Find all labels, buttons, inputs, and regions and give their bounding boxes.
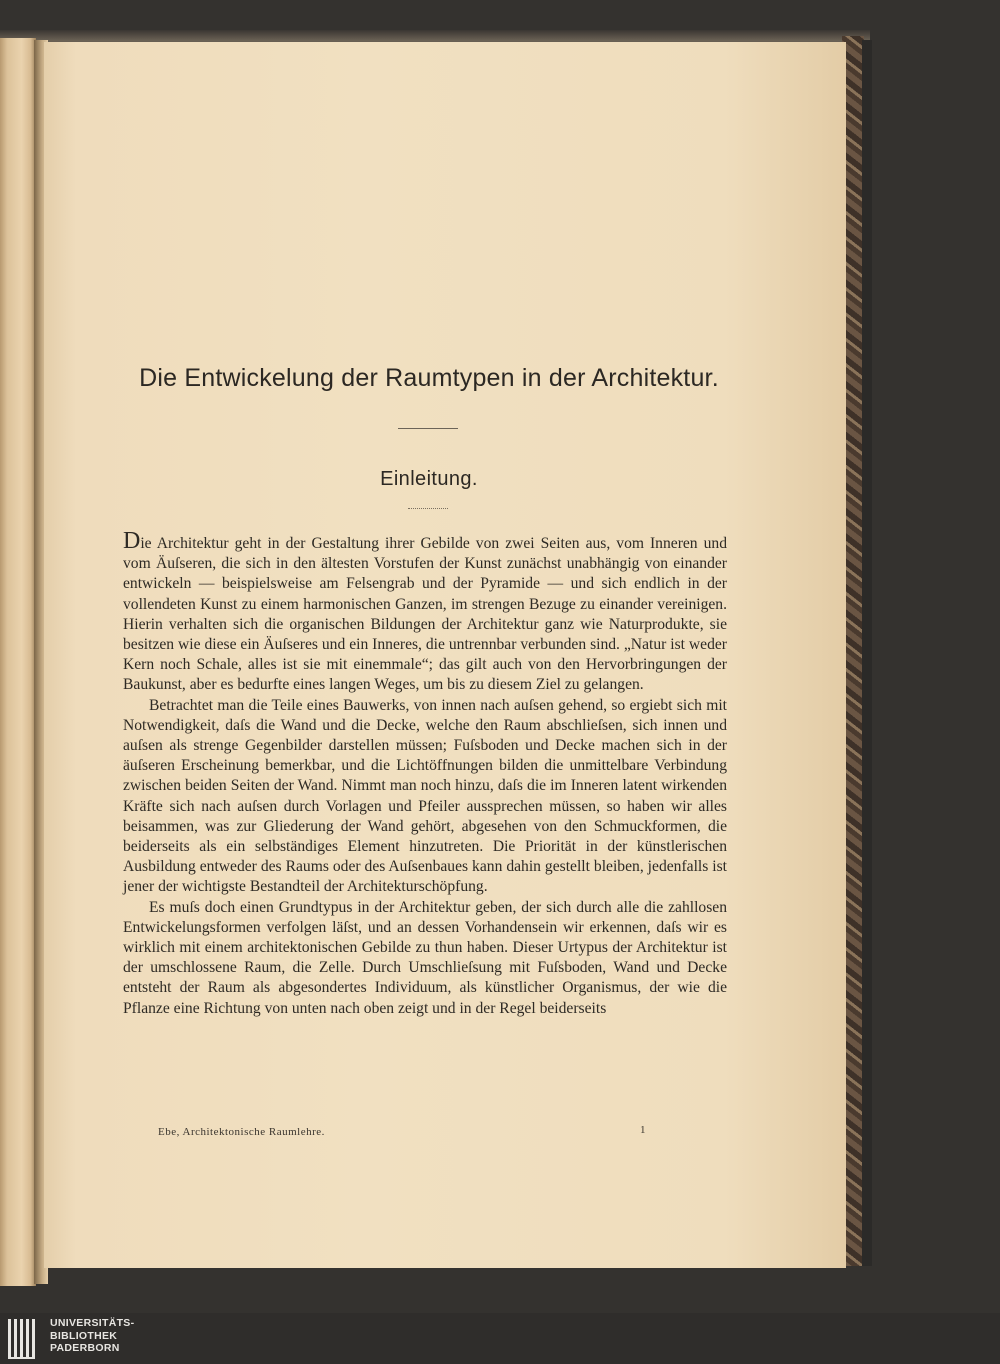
section-ornament <box>408 508 448 511</box>
left-page-edge <box>0 38 36 1286</box>
library-name-line: PADERBORN <box>50 1342 120 1354</box>
section-heading: Einleitung. <box>380 468 478 490</box>
drop-cap: D <box>123 528 141 554</box>
paragraph-text: ie Architektur geht in der Gestaltung ihrer Gebilde von zwei Seiten aus, vom Inneren und vom Äuſseren, die sich in den ältesten Vorstufen der Kunst zunächst unabhängig von einander entwickeln — beispielsweise am Felsengrab und der Pyramide — und sich endlich in der vollendeten Kunst zu einem harmonischen Ganzen, im strengen Bezuge zu einander vereinigen. Hierin verhalten sich die organischen Bildungen der Architektur ganz wie Naturprodukte, sie besitzen wie diese ein Äuſseres und ein Inneres, die untrennbar verbunden sind. „Natur ist weder Kern noch Schale, alles ist sie mit einemmale“; das gilt auch von den Hervorbringungen der Baukunst, aber es bedurfte eines langen Weges, um bis zu diesem Ziel zu gelangen. <box>123 535 727 694</box>
book-cover-edge <box>862 40 872 1266</box>
chapter-title: Die Entwickelung der Raumtypen in der Architektur. <box>139 364 719 392</box>
book-page <box>44 42 846 1268</box>
library-name-line: BIBLIOTHEK <box>50 1329 118 1342</box>
paragraph: Betrachtet man die Teile eines Bauwerks, von innen nach auſsen gehend, so ergiebt sich mit Notwendigkeit, daſs die Wand und die Decke, welche den Raum abschlieſsen, sich innen und auſsen als strenge Gegenbilder darstellen müssen; Fuſsboden und Decke machen sich in der äuſseren Erscheinung bemerkbar, und die Lichtöffnungen bilden die unmittelbare Verbindung zwischen beiden Seiten der Wand. Nimmt man noch hinzu, daſs die im Inneren latent wirkenden Kräfte sich nach auſsen durch Vorlagen und Pfeiler aussprechen müssen, so haben wir alles beisammen, was zur Gliederung der Wand gehört, abgesehen von den Schmuckformen, die beiderseits als ein selbständiges Element hinzutreten. Die Priorität in der künstlerischen Ausbildung entweder des Raums oder des Auſsenbaues kann dahin gestellt bleiben, jedenfalls ist jener der wichtigste Bestandteil der Architekturschöpfung. <box>123 696 727 896</box>
page-number: 1 <box>640 1124 646 1136</box>
footer-citation: Ebe, Architektonische Raumlehre. <box>158 1126 325 1138</box>
body-text <box>123 528 727 1019</box>
paragraph: Es muſs doch einen Grundtypus in der Architektur geben, der sich durch alle die zahllosen Entwickelungsformen verfolgen läſst, und an dessen Vorhandensein wir erkennen, daſs wir es wirklich mit einem architektonischen Gebilde zu thun haben. Dieser Urtypus der Architektur ist der umschlossene Raum, die Zelle. Durch Umschlieſsung mit Fuſsboden, Wand und Decke entsteht der Raum als abgesondertes Individuum, als künstlicher Organismus, der wie die Pflanze eine Richtung von unten nach oben zeigt und in der Regel beiderseits <box>123 898 727 1017</box>
title-divider <box>398 428 458 429</box>
library-logo-icon <box>6 1317 42 1361</box>
library-footer-bar <box>0 1313 1000 1364</box>
library-name-line: UNIVERSITÄTS- <box>50 1317 135 1329</box>
paragraph <box>123 528 727 696</box>
library-name <box>50 1317 250 1355</box>
